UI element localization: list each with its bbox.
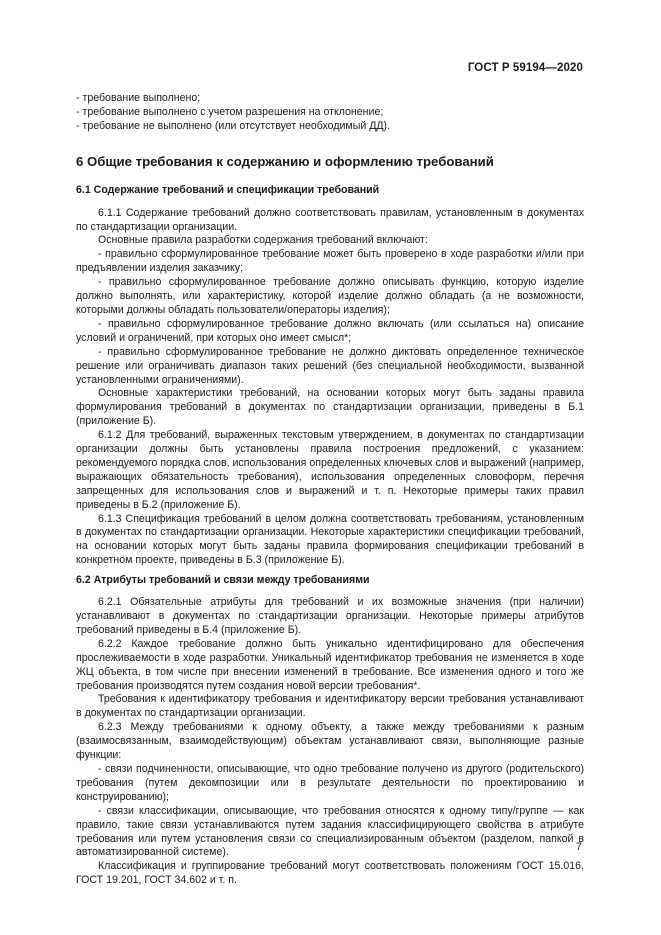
section-6-heading: 6 Общие требования к содержанию и оформлению требований xyxy=(76,153,494,169)
paragraph: 6.2.1 Обязательные атрибуты для требований и их возможные значения (при наличии) устанавливают в документах по стандартизации организации. Некоторые примеры атрибутов требований приведены в Б.4 (приложение Б). xyxy=(76,596,584,636)
page-content xyxy=(76,92,584,888)
paragraph: Основные правила разработки содержания требований включают: xyxy=(98,234,428,247)
paragraph: - правильно сформулированное требование должно описывать функцию, которую изделие должно выполнять, или характеристику, которой изделие должно обладать (а не возможности, которыми должны обладать пользователи/операторы изделия); xyxy=(76,276,584,316)
paragraph: - связи подчиненности, описывающие, что одно требование получено из другого (родительского) требования (путем декомпозиции или в результате деятельности по проектированию и конструированию); xyxy=(76,762,584,803)
paragraph: 6.1.1 Содержание требований должно соответствовать правилам, установленным в документах по стандартизации организации. xyxy=(76,206,584,233)
paragraph: Классификация и группирование требований могут соответствовать положениям ГОСТ 15.016, ГОСТ 19.201, ГОСТ 34.602 и т. п. xyxy=(76,860,584,887)
list-item: - требование выполнено; xyxy=(76,92,201,104)
list-item: - требование не выполнено (или отсутствует необходимый ДД). xyxy=(76,119,391,132)
list-item: - требование выполнено с учетом разрешения на отклонение; xyxy=(76,105,384,118)
paragraph: 6.1.3 Спецификация требований в целом должна соответствовать требованиям, установленным в документах по стандартизации организации. Некоторые характеристики спецификации требований, на основании которых могут быть заданы правила формирования спецификации требований в конкретном проекте, приведены в Б.3 (приложение Б). xyxy=(76,512,584,567)
document-id-header: ГОСТ Р 59194—2020 xyxy=(467,62,583,74)
paragraph: 6.2.3 Между требованиями к одному объекту, а также между требованиями к разным (взаимосвязанным, взаимодействующим) объектам устанавливают связи, выполняющие разные функции: xyxy=(76,721,584,762)
paragraph: - правильно сформулированное требование может быть проверено в ходе разработки и/или при предъявлении изделия заказчику; xyxy=(76,248,584,275)
paragraph: - связи классификации, описывающие, что требования относятся к одному типу/группе — как правило, такие связи устанавливаются путем задания классифицирующего свойства в атрибуте требования или путем установления связи со специализированным объектом (разделом, папкой в автоматизированной системе). xyxy=(76,804,584,859)
intro-list xyxy=(76,92,584,134)
paragraph: Требования к идентификатору требования и идентификатору версии требования устанавливают в документах по стандартизации организации. xyxy=(76,693,584,720)
page-number: 7 xyxy=(575,841,582,853)
section-6-1-heading: 6.1 Содержание требований и спецификации требований xyxy=(76,183,380,196)
section-6-2-heading: 6.2 Атрибуты требований и связи между требованиями xyxy=(76,574,370,587)
paragraph: 6.2.2 Каждое требование должно быть уникально идентифицировано для обеспечения прослеживаемости в ходе разработки. Уникальный идентификатор требования не изменяется в ходе ЖЦ объекта, в том числе при внесении изменений в требование. Все изменения одного и того же требования производятся путем создания новой версии требования*. xyxy=(76,637,584,692)
paragraph: - правильно сформулированное требование должно включать (или ссылаться на) описание условий и ограничений, при которых оно имеет смысл*; xyxy=(76,317,584,344)
paragraph: Основные характеристики требований, на основании которых могут быть заданы правила формулирования требований в документах по стандартизации организации, приведены в Б.1 (приложение Б). xyxy=(76,387,584,428)
paragraph: - правильно сформулированное требование не должно диктовать определенное техническое решение или ограничивать диапазон таких решений (без специальной необходимости, вызванной установленными ограничениями). xyxy=(76,345,584,386)
paragraph: 6.1.2 Для требований, выраженных текстовым утверждением, в документах по стандартизации организации должны быть установлены правила построения предложений, с указанием: рекомендуемого порядка слов, использования определенных ключевых слов и выражений (например, выражающих обязательность требования), использования определенных словоформ, перечня запрещенных для использования слов и выражений и т. п. Некоторые примеры таких правил приведены в Б.2 (приложение Б). xyxy=(76,429,584,511)
